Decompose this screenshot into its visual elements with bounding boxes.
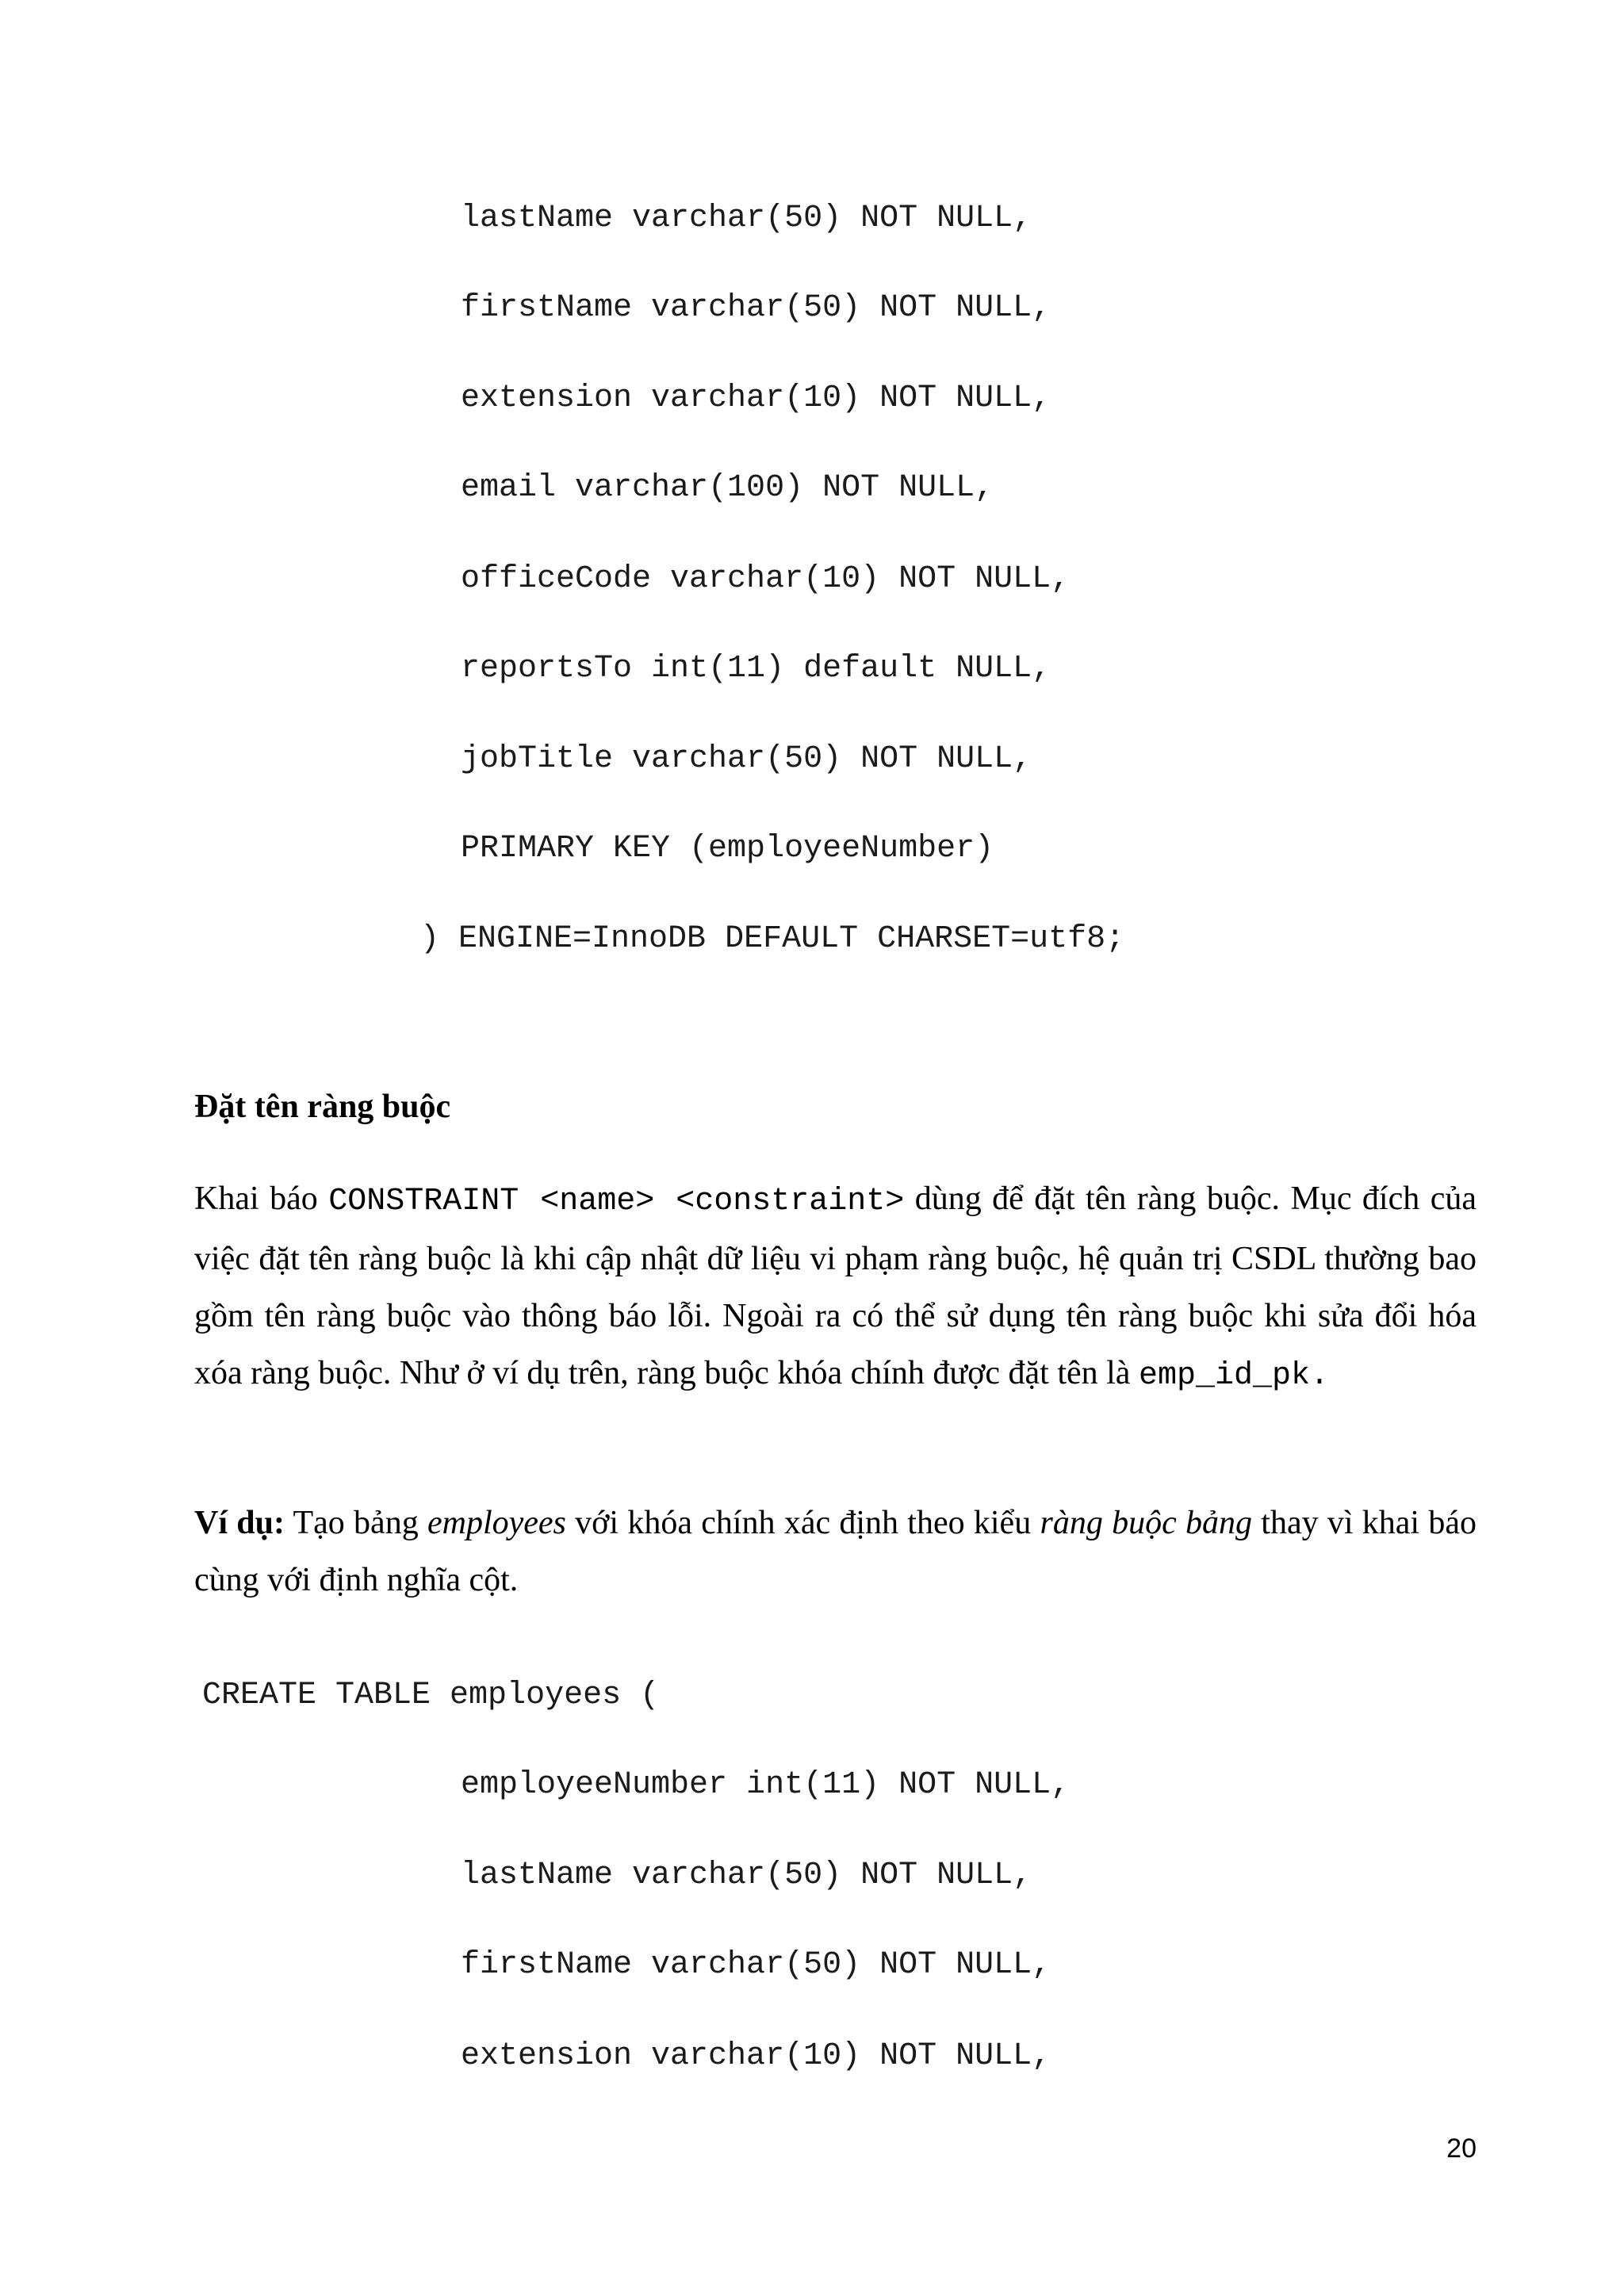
code-line: officeCode varchar(10) NOT NULL, — [461, 561, 1071, 597]
code-line: jobTitle varchar(50) NOT NULL, — [461, 741, 1032, 777]
paragraph-example — [194, 1494, 1477, 1609]
inline-code: emp_id_pk. — [1138, 1358, 1329, 1394]
code-line: reportsTo int(11) default NULL, — [461, 651, 1051, 687]
paragraph-constraint-naming — [194, 1170, 1477, 1405]
inline-code: CONSTRAINT <name> <constraint> — [328, 1184, 905, 1219]
text: dùng để đặt tên ràng buộc. Mục đích của việc đặt tên ràng buộc là khi cập nhật dữ liệu vi phạm ràng buộc, hệ quản trị CSDL thường bao gồm tên ràng buộc vào thông báo lỗi. Ngoài ra có thể sử dụng tên ràng buộc khi sửa đổi hóa xóa ràng buộc. Như ở ví dụ trên, ràng buộc khóa chính được đặt tên là — [194, 1181, 1477, 1391]
text: Tạo bảng — [284, 1505, 427, 1541]
code-line: lastName varchar(50) NOT NULL, — [461, 1858, 1032, 1893]
code-line: lastName varchar(50) NOT NULL, — [461, 201, 1032, 236]
section-heading: Đặt tên ràng buộc — [194, 1089, 451, 1125]
code-line: email varchar(100) NOT NULL, — [461, 470, 994, 506]
text: Khai báo — [194, 1181, 329, 1217]
code-line: extension varchar(10) NOT NULL, — [461, 381, 1051, 416]
emphasis: ràng buộc bảng — [1040, 1505, 1252, 1541]
example-label: Ví dụ: — [194, 1505, 285, 1541]
code-line: ) ENGINE=InnoDB DEFAULT CHARSET=utf8; — [420, 921, 1125, 957]
code-line: CREATE TABLE employees ( — [202, 1678, 660, 1713]
page-number: 20 — [1446, 2133, 1477, 2164]
code-line: employeeNumber int(11) NOT NULL, — [461, 1767, 1071, 1803]
code-line: extension varchar(10) NOT NULL, — [461, 2038, 1051, 2074]
text: thay vì khai báo cùng với định nghĩa cột. — [194, 1505, 1477, 1598]
code-line: firstName varchar(50) NOT NULL, — [461, 1947, 1051, 1983]
code-line: PRIMARY KEY (employeeNumber) — [461, 831, 994, 867]
text: với khóa chính xác định theo kiểu — [565, 1505, 1040, 1541]
emphasis: employees — [427, 1505, 566, 1541]
code-line: firstName varchar(50) NOT NULL, — [461, 290, 1051, 326]
